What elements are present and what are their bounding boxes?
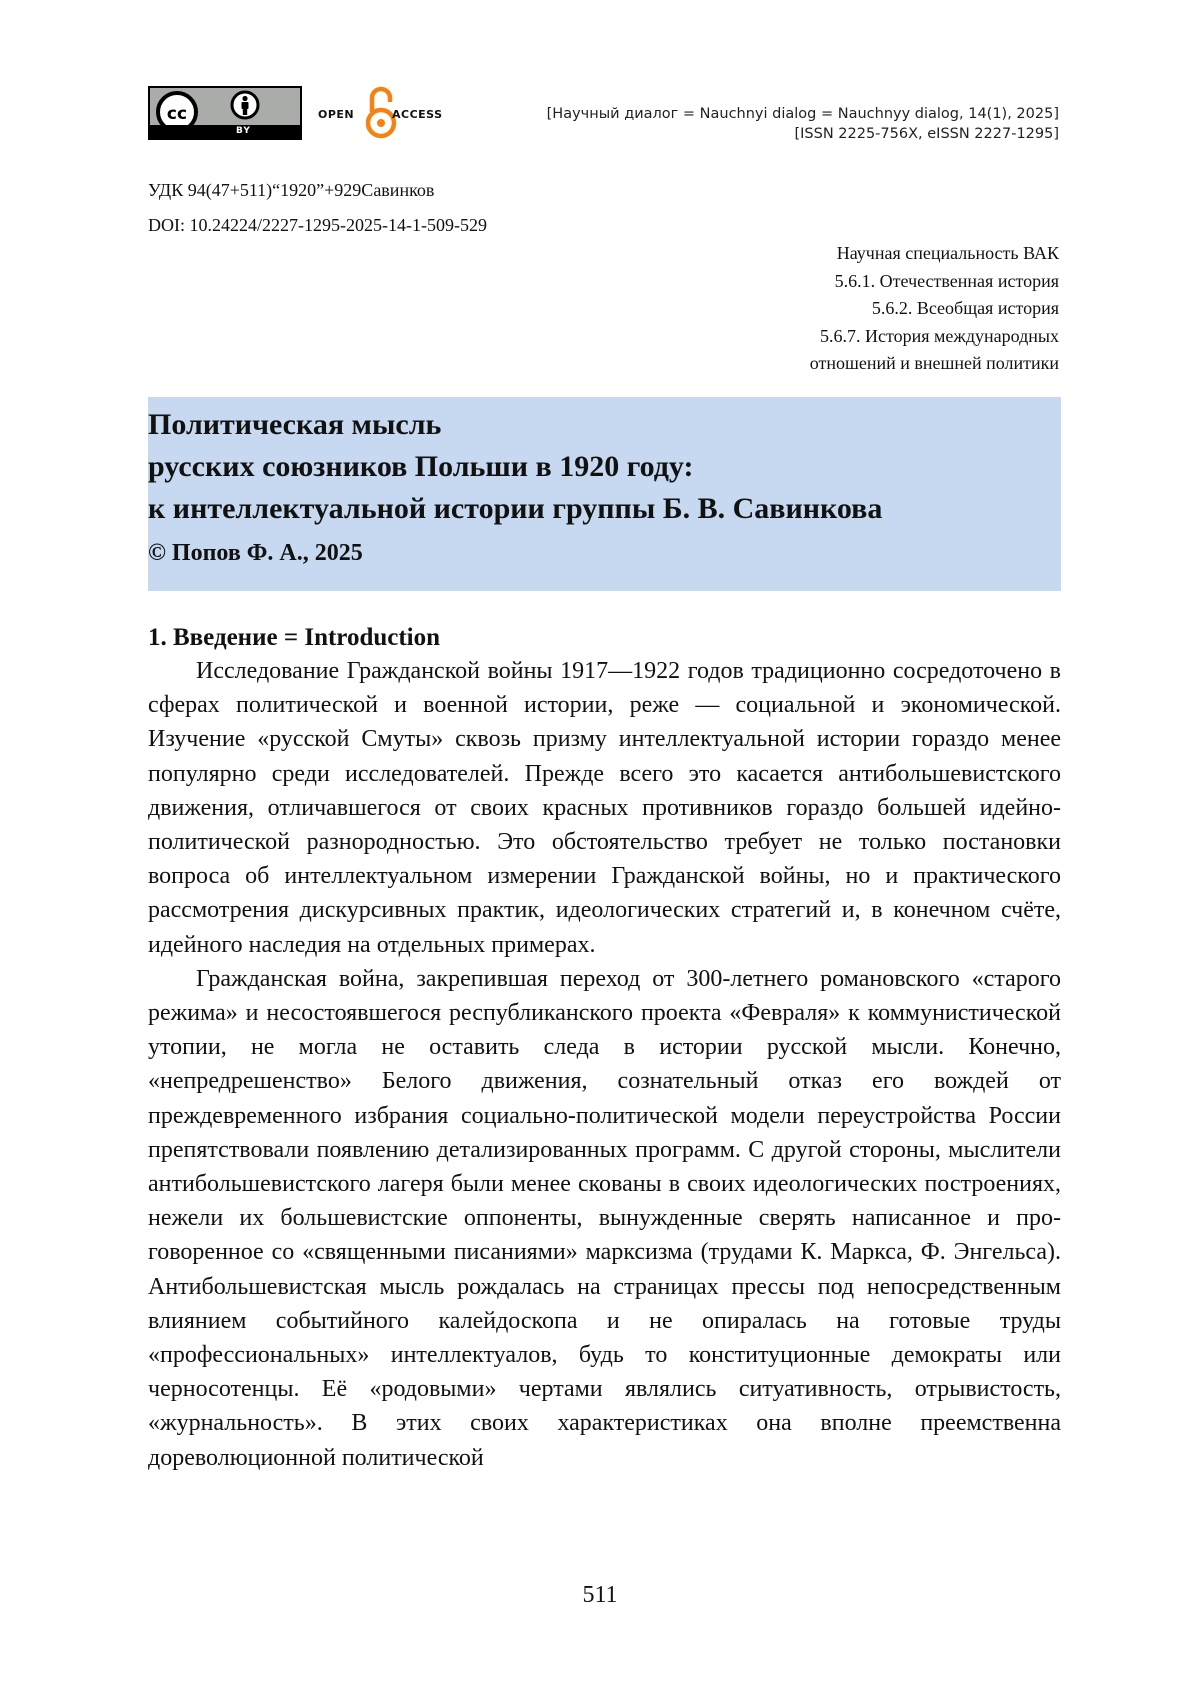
- udk-code: УДК 94(47+511)“1920”+929Савинков: [148, 179, 434, 201]
- vak-specialty: [810, 240, 1059, 378]
- attribution-person-icon: [230, 90, 260, 120]
- page: [0, 0, 1200, 1703]
- specialty-item: 5.6.2. Всеобщая история: [810, 295, 1059, 323]
- title-line: Политическая мысль: [148, 404, 882, 446]
- title-line: к интеллектуальной истории группы Б. В. Савинкова: [148, 488, 882, 530]
- title-line: русских союзников Польши в 1920 году:: [148, 446, 882, 488]
- specialty-item: 5.6.7. История международных: [810, 323, 1059, 351]
- specialty-item: 5.6.1. Отечественная история: [810, 268, 1059, 296]
- license-by-label: BY: [236, 125, 251, 138]
- open-access-right-text: ACCESS: [392, 108, 443, 122]
- paragraph: Исследование Гражданской войны 1917—1922 годов традиционно со­средоточено в сферах политической и военной истории, реже — социаль­ной и экономической. Изучение «русской Смуты» сквозь призму интел­лектуальной истории гораздо менее популярно среди исследователей. Пре­жде всего это касается антибольшевистского движения, отличавшегося от своих красных противников гораздо большей идейно-политической раз­нородностью. Это обстоятельство требует не только постановки вопроса об интеллектуальном измерении Гражданской войны, но и практического рассмотрения дискурсивных практик, идеологических стратегий и, в ко­нечном счёте, идейного наследия на отдельных примерах.: [148, 654, 1061, 962]
- body-text: [148, 654, 1061, 1475]
- license-strip: [150, 125, 300, 138]
- open-access-logo: [318, 86, 460, 140]
- svg-text:cc: cc: [167, 104, 187, 124]
- journal-reference: [547, 104, 1059, 144]
- specialty-item: отношений и внешней политики: [810, 350, 1059, 378]
- doi[interactable]: DOI: 10.24224/2227-1295-2025-14-1-509-529: [148, 214, 487, 236]
- title-box: [148, 397, 1061, 591]
- open-access-left-text: OPEN: [318, 108, 354, 122]
- cc-by-license-badge: [148, 86, 302, 140]
- article-title: [148, 404, 882, 530]
- section-heading: 1. Введение = Introduction: [148, 622, 440, 654]
- author-copyright: © Попов Ф. А., 2025: [148, 538, 363, 568]
- journal-citation: [Научный диалог = Nauchnyi dialog = Nauchnyy dialog, 14(1), 2025]: [547, 104, 1059, 124]
- page-number: 511: [0, 1580, 1200, 1610]
- journal-issn: [ISSN 2225-756X, eISSN 2227-1295]: [547, 124, 1059, 144]
- specialty-heading: Научная специальность ВАК: [810, 240, 1059, 268]
- paragraph: Гражданская война, закрепившая переход от 300-летнего романовского «старого режима» и несостоявшегося республиканского проекта «Февра­ля» к коммунистической утопии, не могла не оставить следа в истории рус­ской мысли. Конечно, «непредрешенство» Белого движения, сознательный отказ его вождей от преждевременного избрания социально-политической модели переустройства России препятствовали появлению детализиро­ванных программ. С другой стороны, мыслители антибольшевистского лагеря были менее скованы в своих идеологических построениях, нежели их большевистские оппоненты, вынужденные сверять написанное и про­говоренное со «священными писаниями» марксизма (трудами К. Маркса, Ф. Энгельса). Антибольшевистская мысль рождалась на страницах прес­сы под непосредственным влиянием событийного калейдоскопа и не опи­ралась на готовые труды «профессиональных» интеллектуалов, будь то конституционные демократы или черносотенцы. Её «родовыми» чертами являлись ситуативность, отрывистость, «журнальность». В этих своих ха­рактеристиках она вполне преемственна дореволюционной политической: [148, 962, 1061, 1475]
